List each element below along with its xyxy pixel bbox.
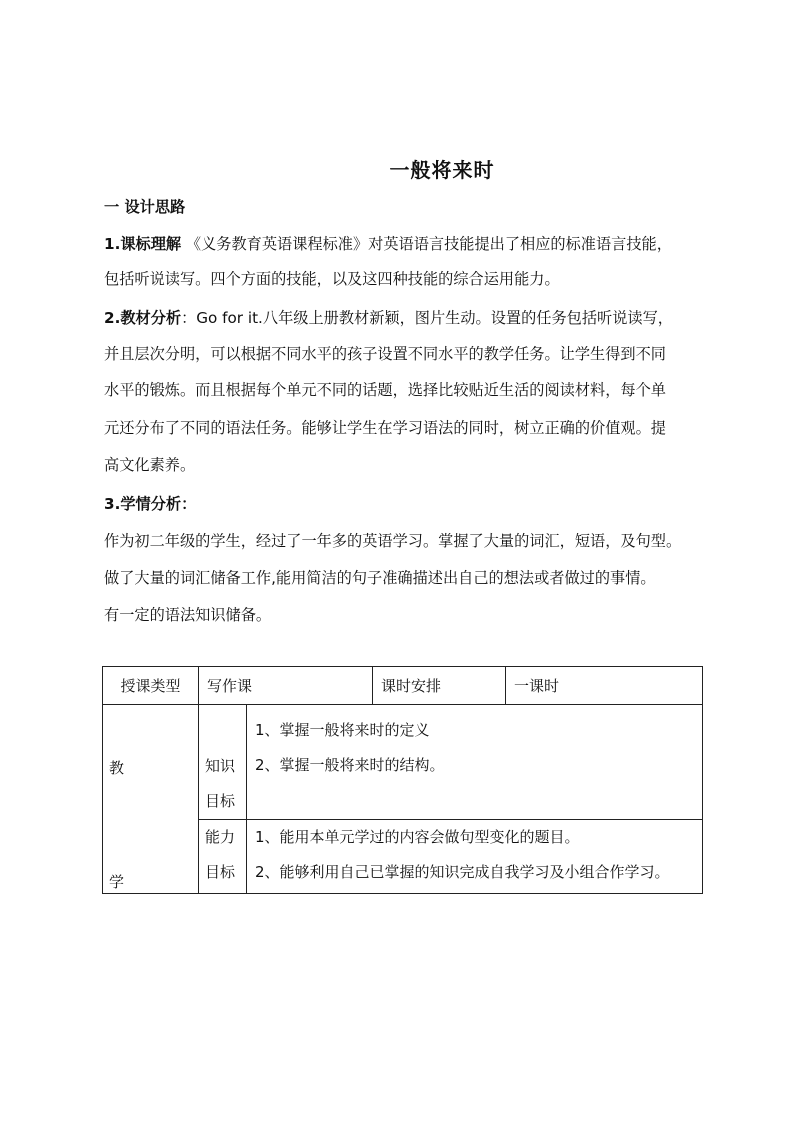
paragraph-1-text-1: 《义务教育英语课程标准》对英语语言技能提出了相应的标准语言技能， [185,235,672,253]
ability-goal-label-line-1: 能力 [205,828,236,846]
knowledge-goal-item-2: 2、掌握一般将来时的结构。 [255,756,445,774]
paragraph-1-line-1 [104,234,704,254]
page-title: 一般将来时 [389,158,495,182]
side-label-top: 教 [109,759,125,777]
side-label-bottom: 学 [109,873,125,891]
teaching-goals-side-label [103,705,199,894]
schedule-value: 一课时 [506,667,703,705]
paragraph-2-line-3: 水平的锻炼。而且根据每个单元不同的话题，选择比较贴近生活的阅读材料，每个单 [104,381,666,399]
knowledge-goal-row [103,705,703,820]
ability-goal-label-line-2: 目标 [205,863,236,881]
ability-goal-label [199,820,247,894]
ability-goal-item-1: 1、能用本单元学过的内容会做句型变化的题目。 [255,828,580,846]
paragraph-2-line-2: 并且层次分明，可以根据不同水平的孩子设置不同水平的教学任务。让学生得到不同 [104,345,666,363]
paragraph-1-line-2: 包括听说读写。四个方面的技能，以及这四种技能的综合运用能力。 [104,270,560,288]
lesson-type-label: 授课类型 [103,667,199,705]
paragraph-2-text-1: ：Go for it.八年级上册教材新颖，图片生动。设置的任务包括听说读写， [181,309,673,327]
knowledge-goal-items [247,705,703,820]
paragraph-3-line-3: 有一定的语法知识储备。 [104,606,272,624]
ability-goal-item-2: 2、能够利用自己已掌握的知识完成自我学习及小组合作学习。 [255,863,670,881]
paragraph-3-line-1: 作为初二年级的学生，经过了一年多的英语学习。掌握了大量的词汇，短语，及句型。 [104,532,682,550]
paragraph-2-label: 2.教材分析 [104,309,182,327]
lesson-type-value: 写作课 [199,667,373,705]
table-header-row [103,667,703,705]
knowledge-goal-item-1: 1、掌握一般将来时的定义 [255,721,430,739]
paragraph-2-line-5: 高文化素养。 [104,456,196,474]
knowledge-goal-label [199,705,247,820]
lesson-info-table [102,666,703,894]
knowledge-goal-label-line-2: 目标 [205,792,236,810]
paragraph-3-line-2: 做了大量的词汇储备工作,能用简洁的句子准确描述出自己的想法或者做过的事情。 [104,569,656,587]
knowledge-goal-label-line-1: 知识 [205,757,236,775]
paragraph-2-line-1 [104,308,704,328]
paragraph-1-label: 1.课标理解 [104,235,182,253]
ability-goal-items [247,820,703,894]
paragraph-2-line-4: 元还分布了不同的语法任务。能够让学生在学习语法的同时，树立正确的价值观。提 [104,419,666,437]
paragraph-3-label: 3.学情分析： [104,495,197,513]
section-heading: 一 设计思路 [104,198,186,216]
schedule-label: 课时安排 [373,667,506,705]
